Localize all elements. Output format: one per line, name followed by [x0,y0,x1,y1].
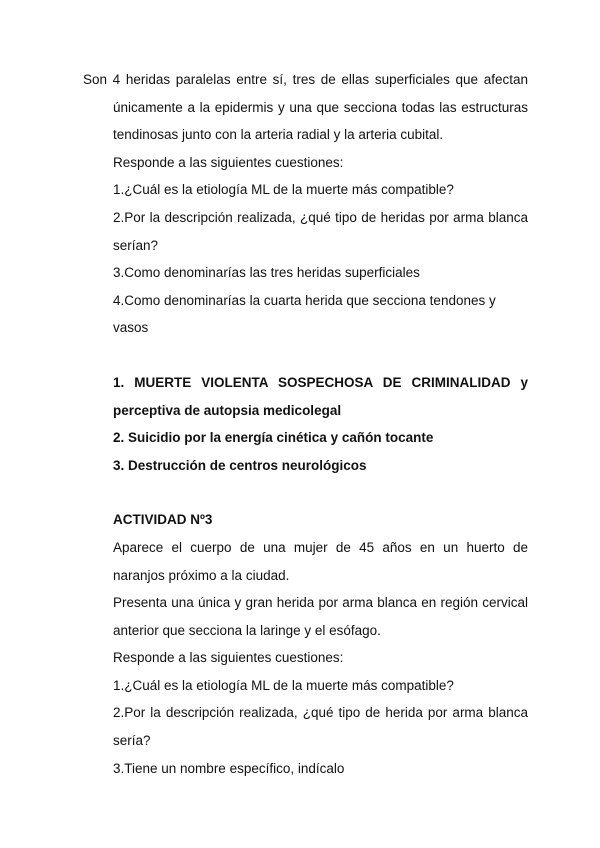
intro-prompt: Responde a las siguientes cuestiones: [113,154,344,170]
intro-question-4: 4.Como denominarías la cuarta herida que secciona tendones y vasos [113,292,496,336]
document-page [83,66,528,782]
spacer [113,342,528,369]
answer-1: 1. MUERTE VIOLENTA SOSPECHOSA DE CRIMINALIDAD y perceptiva de autopsia medicolegal [113,374,528,418]
intro-question-2: 2.Por la descripción realizada, ¿qué tipo de heridas por arma blanca serían? [113,209,528,253]
activity-case-line-2: Presenta una única y gran herida por arma blanca en región cervical anterior que secciona la laringe y el esófago. [113,595,528,638]
intro-question-1: 1.¿Cuál es la etiología ML de la muerte más compatible? [113,182,454,198]
activity-question-2: 2.Por la descripción realizada, ¿qué tipo de herida por arma blanca sería? [113,705,528,749]
activity-case-line-1: Aparece el cuerpo de una mujer de 45 años en un huerto de naranjos próximo a la ciudad. [113,539,528,583]
answer-2: 2. Suicidio por la energía cinética y cañón tocante [113,430,434,446]
spacer [113,479,528,506]
activity-prompt: Responde a las siguientes cuestiones: [113,650,344,666]
activity-question-1: 1.¿Cuál es la etiología ML de la muerte más compatible? [113,677,454,693]
activity-question-3: 3.Tiene un nombre específico, indícalo [113,760,345,776]
intro-question-3: 3.Como denominarías las tres heridas superficiales [113,265,420,281]
intro-paragraph: Son 4 heridas paralelas entre sí, tres de ellas superficiales que afectan únicamente a la epidermis y una que secciona todas las estructuras tendinosas junto con la arteria radial y la arteria cubital. [83,72,528,143]
answer-3: 3. Destrucción de centros neurológicos [113,457,367,473]
activity-heading: ACTIVIDAD Nº3 [113,512,213,528]
